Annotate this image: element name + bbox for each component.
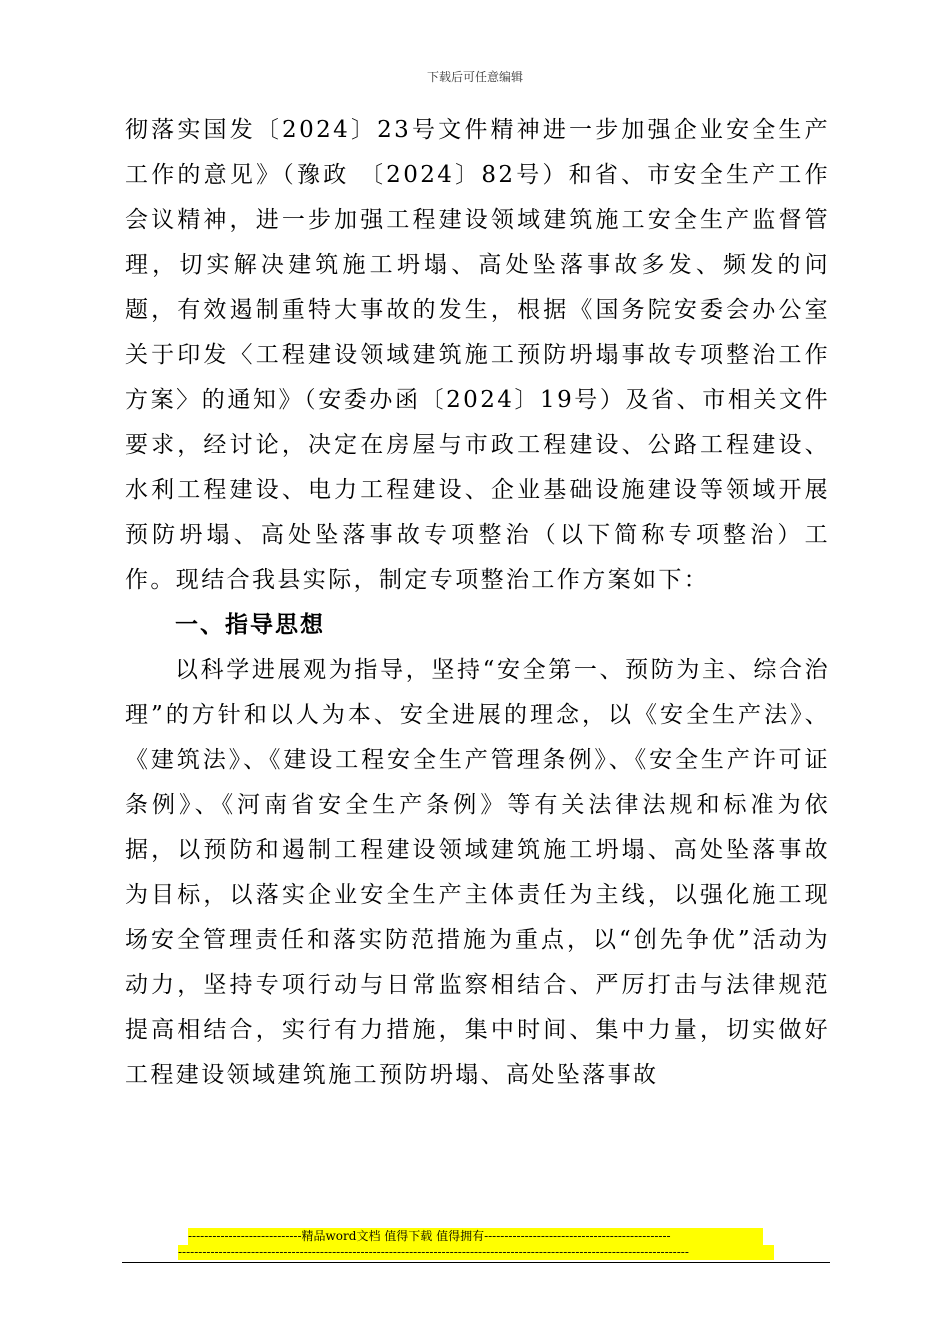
footer-rule [122,1262,830,1263]
page-header-note: 下载后可任意编辑 [426,70,523,84]
guiding-ideology-paragraph: 以科学进展观为指导，坚持“安全第一、预防为主、综合治理”的方针和以人为本、安全进展的理念，以《安全生产法》、《建筑法》、《建设工程安全生产管理条例》、《安全生产许可证条例》、《河南省安全生产条例》等有关法律法规和标准为依据，以预防和遏制工程建设领域建筑施工坍塌、高处坠落事故为目标，以落实企业安全生产主体责任为主线，以强化施工现场安全管理责任和落实防范措施为重点，以“创先争优”活动为动力，坚持专项行动与日常监察相结合、严厉打击与法律规范提高相结合，实行有力措施，集中时间、集中力量，切实做好工程建设领域建筑施工预防坍塌、高处坠落事故 [125,657,830,1088]
footer-dashes: ------------------------------------------------------------------------------------------------------------------------------ [178,1245,774,1260]
footer-banner: ----------------------------精品word文档 值得下载 值得拥有---------------------------------------------- [188,1228,763,1245]
document-body [125,108,830,1098]
intro-paragraph: 彻落实国发〔2024〕23号文件精神进一步加强企业安全生产工作的意见》（豫政 〔2024〕82号）和省、市安全生产工作会议精神，进一步加强工程建设领域建筑施工安全生产监督管理，切实解决建筑施工坍塌、高处坠落事故多发、频发的问题，有效遏制重特大事故的发生，根据《国务院安委会办公室关于印发〈工程建设领域建筑施工预防坍塌事故专项整治工作方案〉的通知》（安委办函〔2024〕19号）及省、市相关文件要求，经讨论，决定在房屋与市政工程建设、公路工程建设、水利工程建设、电力工程建设、企业基础设施建设等领域开展预防坍塌、高处坠落事故专项整治（以下简称专项整治）工作。现结合我县实际，制定专项整治工作方案如下： [125,117,830,593]
section-heading-guiding-ideology: 一、指导思想 [175,612,325,638]
